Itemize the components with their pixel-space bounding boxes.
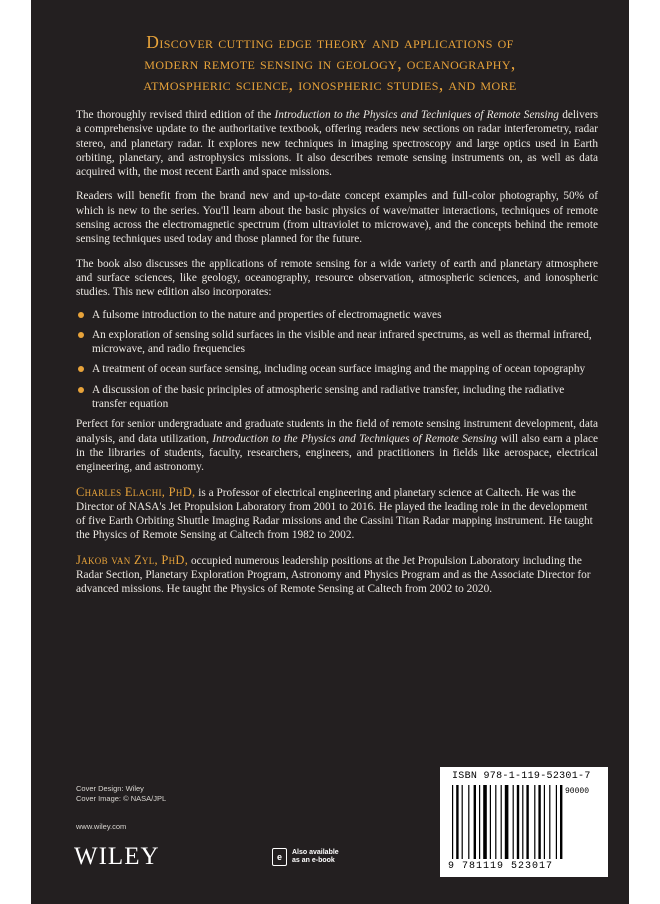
wiley-logo: WILEY bbox=[74, 843, 160, 870]
barcode-bar bbox=[538, 785, 540, 859]
cover-credits bbox=[76, 784, 166, 804]
feature-list bbox=[76, 308, 598, 412]
barcode-digits: 9 781119 523017 bbox=[448, 861, 554, 872]
headline-line: atmospheric science, ionospheric studies, and more bbox=[143, 74, 517, 94]
barcode-bar bbox=[549, 785, 550, 859]
barcode-bar bbox=[556, 785, 557, 859]
barcode-bar bbox=[534, 785, 535, 859]
bullet-dot-icon bbox=[78, 366, 84, 372]
ebook-icon: e bbox=[272, 848, 287, 866]
barcode-bar bbox=[474, 785, 476, 859]
list-item: A fulsome introduction to the nature and properties of electromagnetic waves bbox=[76, 308, 598, 322]
barcode-bar bbox=[479, 785, 480, 859]
cover-headline bbox=[31, 32, 629, 95]
cover-image-credit: Cover Image: © NASA/JPL bbox=[76, 794, 167, 803]
book-title: Introduction to the Physics and Techniques of Remote Sensing bbox=[274, 109, 559, 121]
author-name: Jakob van Zyl, PhD, bbox=[76, 552, 189, 567]
ebook-text: Also available as an e-book bbox=[292, 848, 339, 864]
book-back-cover bbox=[31, 0, 629, 904]
isbn-label: ISBN 978-1-119-52301-7 bbox=[452, 771, 591, 782]
audience-paragraph: Perfect for senior undergraduate and graduate students in the field of remote sensing instrument development, data analysis, and data utilization, Introduction to the Physics and Techniques of Remote Sensing will also earn a place in the libraries of students, faculty, researchers, engineers, and practitioners in fields like aerospace, electrical engineering, and astronomy. bbox=[76, 418, 598, 474]
price-code: 90000 bbox=[565, 787, 590, 796]
bullet-dot-icon bbox=[78, 332, 84, 338]
barcode-bar bbox=[468, 785, 469, 859]
barcode-bar bbox=[513, 785, 514, 859]
applications-paragraph: The book also discusses the applications of remote sensing for a wide variety of earth and planetary atmosphere and surface sciences, like geology, oceanography, resource observation, atmospheric sciences, and ionospheric studies. This new edition also incorporates: bbox=[76, 257, 598, 299]
bullet-dot-icon bbox=[78, 387, 84, 393]
list-item: A discussion of the basic principles of atmospheric sensing and radiative transfer, including the radiative transfer equation bbox=[76, 383, 598, 412]
bullet-dot-icon bbox=[78, 312, 84, 318]
barcode-bar bbox=[456, 785, 458, 859]
author-name: Charles Elachi, PhD, bbox=[76, 484, 196, 499]
ebook-badge bbox=[272, 848, 339, 866]
publisher-website[interactable]: www.wiley.com bbox=[76, 822, 127, 831]
barcode-bar bbox=[560, 785, 562, 859]
author-bio: Charles Elachi, PhD, is a Professor of electrical engineering and planetary science at Caltech. He was the Director of NASA's Jet Propulsion Laboratory from 2001 to 2016. He played the leading role in the development of five Earth Orbiting Shuttle Imaging Radar missions and the Cassini Titan Radar mapping instrument. He taught the Physics of Remote Sensing at Caltech from 1982 to 2002. bbox=[76, 484, 593, 542]
barcode-bar bbox=[483, 785, 487, 859]
barcode-bar bbox=[517, 785, 519, 859]
list-item: An exploration of sensing solid surfaces in the visible and near infrared spectrums, as well as thermal infrared, microwave, and radio frequencies bbox=[76, 328, 598, 357]
description-body bbox=[76, 108, 598, 607]
barcode-bar bbox=[526, 785, 528, 859]
barcode-bar bbox=[452, 785, 453, 859]
intro-paragraph: The thoroughly revised third edition of the Introduction to the Physics and Techniques of Remote Sensing delivers a comprehensive update to the authoritative textbook, offering readers new sections on radar interferometry, radar stereo, and planetary radar. It explores new techniques in imaging spectroscopy and large optics used in Earth orbiting, planetary, and astrophysics missions. It also describes remote sensing instruments on, as well as data acquired with, the most recent Earth and space missions. bbox=[76, 109, 598, 179]
author-bio: Jakob van Zyl, PhD, occupied numerous leadership positions at the Jet Propulsion Laboratory including the Radar Section, Planetary Exploration Program, Astronomy and Physics Program and as the Associate Director for advanced missions. He taught the Physics of Remote Sensing at Caltech from 2002 to 2020. bbox=[76, 552, 591, 596]
book-title: Introduction to the Physics and Techniques of Remote Sensing bbox=[212, 432, 498, 445]
barcode-bar bbox=[544, 785, 545, 859]
barcode-bars bbox=[452, 785, 564, 859]
headline-line: Discover cutting edge theory and applications of bbox=[146, 32, 514, 52]
isbn-barcode bbox=[440, 767, 608, 877]
list-item: A treatment of ocean surface sensing, including ocean surface imaging and the mapping of ocean topography bbox=[76, 362, 598, 376]
barcode-bar bbox=[505, 785, 509, 859]
cover-design-credit: Cover Design: Wiley bbox=[76, 784, 144, 793]
barcode-bar bbox=[462, 785, 463, 859]
barcode-bar bbox=[501, 785, 502, 859]
barcode-bar bbox=[490, 785, 491, 859]
barcode-bar bbox=[495, 785, 496, 859]
barcode-bar bbox=[522, 785, 523, 859]
headline-line: modern remote sensing in geology, oceanography, bbox=[144, 53, 516, 73]
benefits-paragraph: Readers will benefit from the brand new and up-to-date concept examples and full-color photography, 50% of which is new to the series. You'll learn about the basic physics of wave/matter interactions, techniques of remote sensing across the electromagnetic spectrum (from ultraviolet to microwave), and the concepts behind the remote sensing techniques used today and those planned for the future. bbox=[76, 190, 598, 246]
